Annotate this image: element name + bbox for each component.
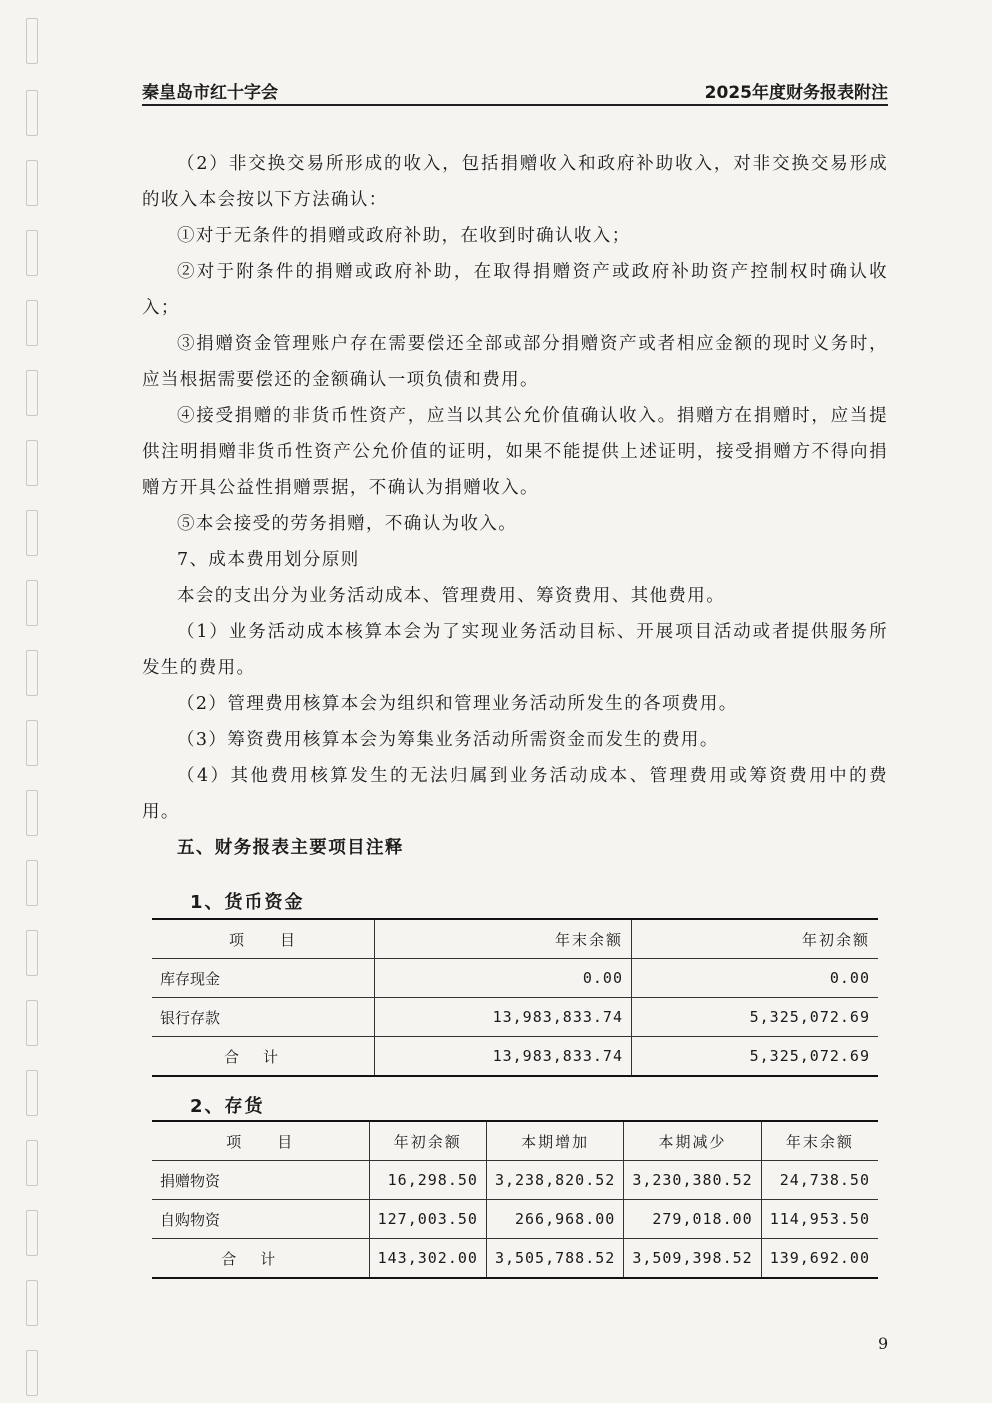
- cash-table: [152, 918, 878, 1077]
- paragraph: ④接受捐赠的非货币性资产，应当以其公允价值确认收入。捐赠方在捐赠时，应当提供注明捐赠非货币性资产公允价值的证明，如果不能提供上述证明，接受捐赠方不得向捐赠方开具公益性捐赠票据，不确认为捐赠收入。: [142, 406, 888, 498]
- row-begin: 0.00: [632, 959, 879, 998]
- row-begin: 5,325,072.69: [632, 998, 879, 1037]
- table-header-row: [152, 919, 878, 959]
- paragraph: ①对于无条件的捐赠或政府补助，在收到时确认收入；: [177, 226, 631, 246]
- row-item: 捐赠物资: [152, 1161, 369, 1200]
- col-header-begin: 年初余额: [632, 919, 879, 959]
- paragraph: ③捐赠资金管理账户存在需要偿还全部或部分捐赠资产或者相应金额的现时义务时，应当根据需要偿还的金额确认一项负债和费用。: [142, 334, 888, 390]
- page-number: 9: [878, 1334, 889, 1353]
- row-item: 自购物资: [152, 1200, 369, 1239]
- col-header-end: 年末余额: [761, 1121, 878, 1161]
- row-begin: 16,298.50: [369, 1161, 486, 1200]
- row-decrease: 3,509,398.52: [624, 1239, 761, 1279]
- row-begin: 127,003.50: [369, 1200, 486, 1239]
- paragraph: （2）管理费用核算本会为组织和管理业务活动所发生的各项费用。: [177, 694, 738, 714]
- table-row: [152, 959, 878, 998]
- paragraph: ⑤本会接受的劳务捐赠，不确认为收入。: [177, 514, 518, 534]
- table-row: [152, 998, 878, 1037]
- binder-holes: [22, 0, 42, 1403]
- row-end: 139,692.00: [761, 1239, 878, 1279]
- row-end: 13,983,833.74: [375, 998, 632, 1037]
- row-decrease: 3,230,380.52: [624, 1161, 761, 1200]
- paragraph: 本会的支出分为业务活动成本、管理费用、筹资费用、其他费用。: [177, 586, 726, 606]
- table-total-row: [152, 1239, 878, 1279]
- col-header-end: 年末余额: [375, 919, 632, 959]
- paragraph: （1）业务活动成本核算本会为了实现业务活动目标、开展项目活动或者提供服务所发生的费用。: [142, 622, 888, 678]
- row-begin: 5,325,072.69: [632, 1037, 879, 1077]
- row-end: 24,738.50: [761, 1161, 878, 1200]
- header-org: 秦皇岛市红十字会: [142, 83, 278, 103]
- table-row: [152, 1200, 878, 1239]
- paragraph: （4）其他费用核算发生的无法归属到业务活动成本、管理费用或筹资费用中的费用。: [142, 766, 888, 822]
- row-item: 合计: [152, 1037, 375, 1077]
- row-end: 114,953.50: [761, 1200, 878, 1239]
- col-header-increase: 本期增加: [486, 1121, 623, 1161]
- table-row: [152, 1161, 878, 1200]
- cash-table-title: 1、货币资金: [190, 892, 305, 913]
- row-item: 库存现金: [152, 959, 375, 998]
- row-end: 0.00: [375, 959, 632, 998]
- col-header-begin: 年初余额: [369, 1121, 486, 1161]
- col-header-item: 项 目: [152, 1121, 369, 1161]
- section-heading: 五、财务报表主要项目注释: [177, 838, 404, 858]
- table-total-row: [152, 1037, 878, 1077]
- paragraph: 7、成本费用划分原则: [177, 550, 360, 570]
- table-header-row: [152, 1121, 878, 1161]
- row-decrease: 279,018.00: [624, 1200, 761, 1239]
- body-text: [142, 146, 888, 866]
- row-item: 银行存款: [152, 998, 375, 1037]
- row-increase: 266,968.00: [486, 1200, 623, 1239]
- row-increase: 3,505,788.52: [486, 1239, 623, 1279]
- row-begin: 143,302.00: [369, 1239, 486, 1279]
- page-header: [142, 74, 888, 106]
- inventory-table-title: 2、存货: [190, 1096, 265, 1117]
- row-item: 合计: [152, 1239, 369, 1279]
- row-end: 13,983,833.74: [375, 1037, 632, 1077]
- paragraph: （3）筹资费用核算本会为筹集业务活动所需资金而发生的费用。: [177, 730, 719, 750]
- row-increase: 3,238,820.52: [486, 1161, 623, 1200]
- paragraph: （2）非交换交易所形成的收入，包括捐赠收入和政府补助收入，对非交换交易形成的收入本会按以下方法确认：: [142, 154, 888, 210]
- col-header-item: 项 目: [152, 919, 375, 959]
- col-header-decrease: 本期减少: [624, 1121, 761, 1161]
- header-doc-title: 2025年度财务报表附注: [704, 83, 888, 103]
- inventory-table: [152, 1120, 878, 1279]
- paragraph: ②对于附条件的捐赠或政府补助，在取得捐赠资产或政府补助资产控制权时确认收入；: [142, 262, 888, 318]
